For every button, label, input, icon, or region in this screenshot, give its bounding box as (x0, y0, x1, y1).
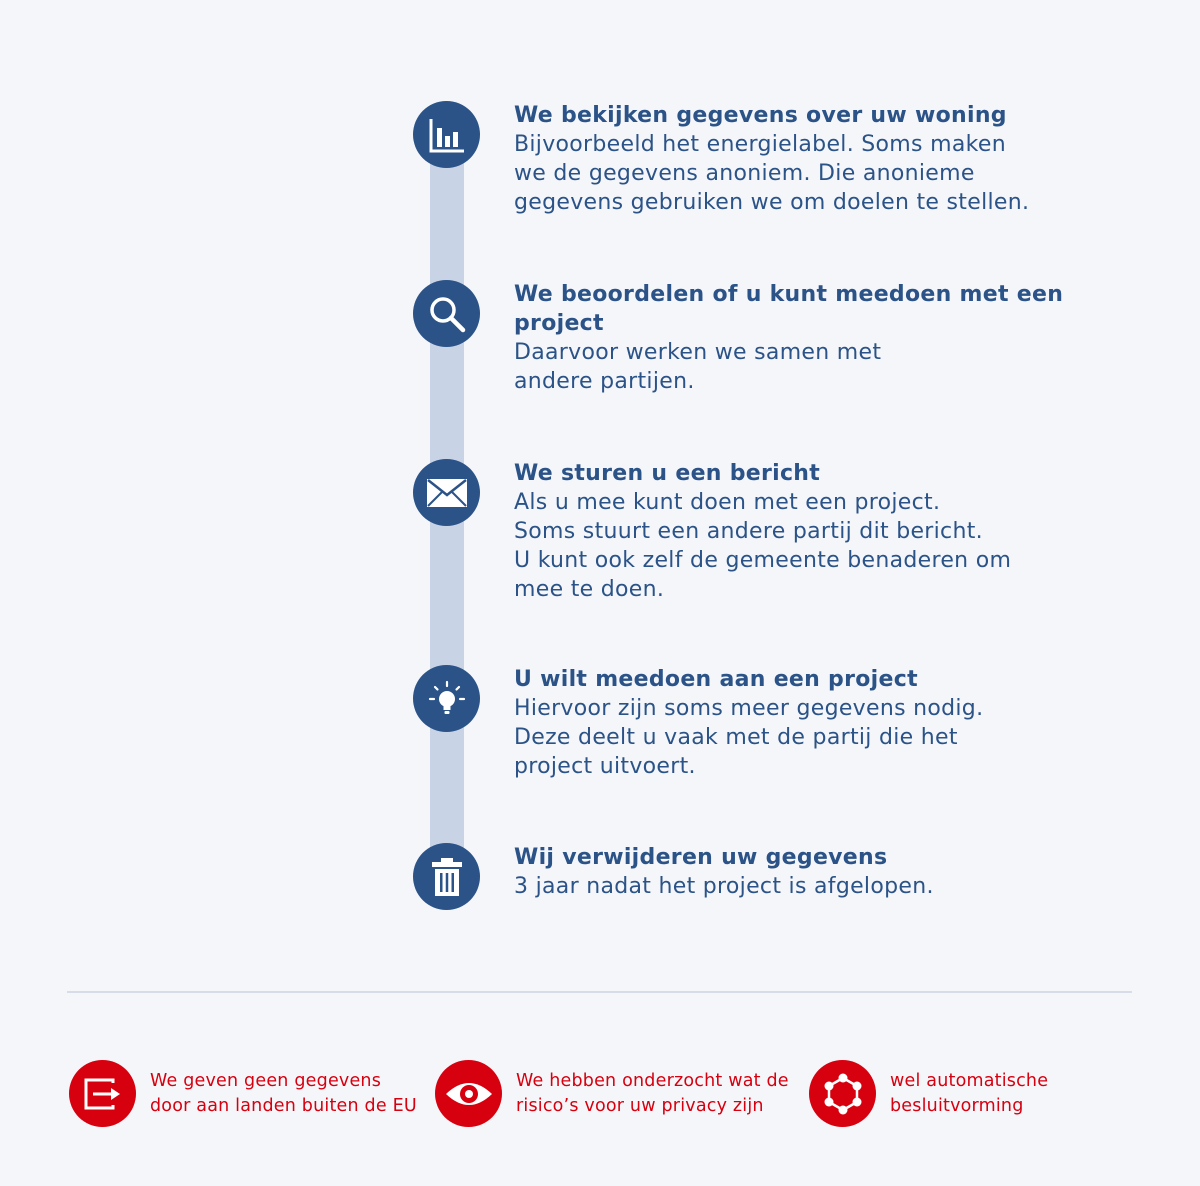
step-text (514, 843, 1074, 901)
step-description: Bijvoorbeeld het energielabel. Soms maken we de gegevens anoniem. Die anonieme gegevens gebruiken we om doelen te stellen. (514, 132, 1030, 215)
eye-icon (435, 1060, 502, 1127)
step-title: U wilt meedoen aan een project (514, 667, 918, 692)
export-icon (69, 1060, 136, 1127)
notice-automated-decisions (809, 1060, 1139, 1127)
bar-chart-icon (413, 101, 480, 168)
step-description: 3 jaar nadat het project is afgelopen. (514, 874, 934, 899)
trash-icon (413, 843, 480, 910)
step-title: We bekijken gegevens over uw woning (514, 103, 1007, 128)
envelope-icon (413, 459, 480, 526)
step-title: Wij verwijderen uw gegevens (514, 845, 888, 870)
notice-text: We hebben onderzocht wat de risico’s voor uw privacy zijn (516, 1071, 789, 1116)
notice-no-transfer-outside-eu (69, 1060, 429, 1127)
step-text (514, 459, 1074, 604)
notice-privacy-risks (435, 1060, 805, 1127)
step-text (514, 665, 1074, 781)
step-text (514, 101, 1074, 217)
step-description: Daarvoor werken we samen met andere partijen. (514, 340, 882, 394)
lightbulb-icon (413, 665, 480, 732)
step-text (514, 280, 1074, 396)
step-description: Als u mee kunt doen met een project. Soms stuurt een andere partij dit bericht. U kunt ook zelf de gemeente benaderen om mee te doen. (514, 490, 1012, 602)
network-icon (809, 1060, 876, 1127)
step-description: Hiervoor zijn soms meer gegevens nodig. Deze deelt u vaak met de partij die het project uitvoert. (514, 696, 984, 779)
magnifier-icon (413, 280, 480, 347)
step-title: We beoordelen of u kunt meedoen met een project (514, 282, 1064, 336)
step-title: We sturen u een bericht (514, 461, 821, 486)
section-divider (67, 991, 1132, 993)
notice-text: wel automatische besluitvorming (890, 1071, 1049, 1116)
notice-text: We geven geen gegevens door aan landen buiten de EU (150, 1071, 417, 1116)
